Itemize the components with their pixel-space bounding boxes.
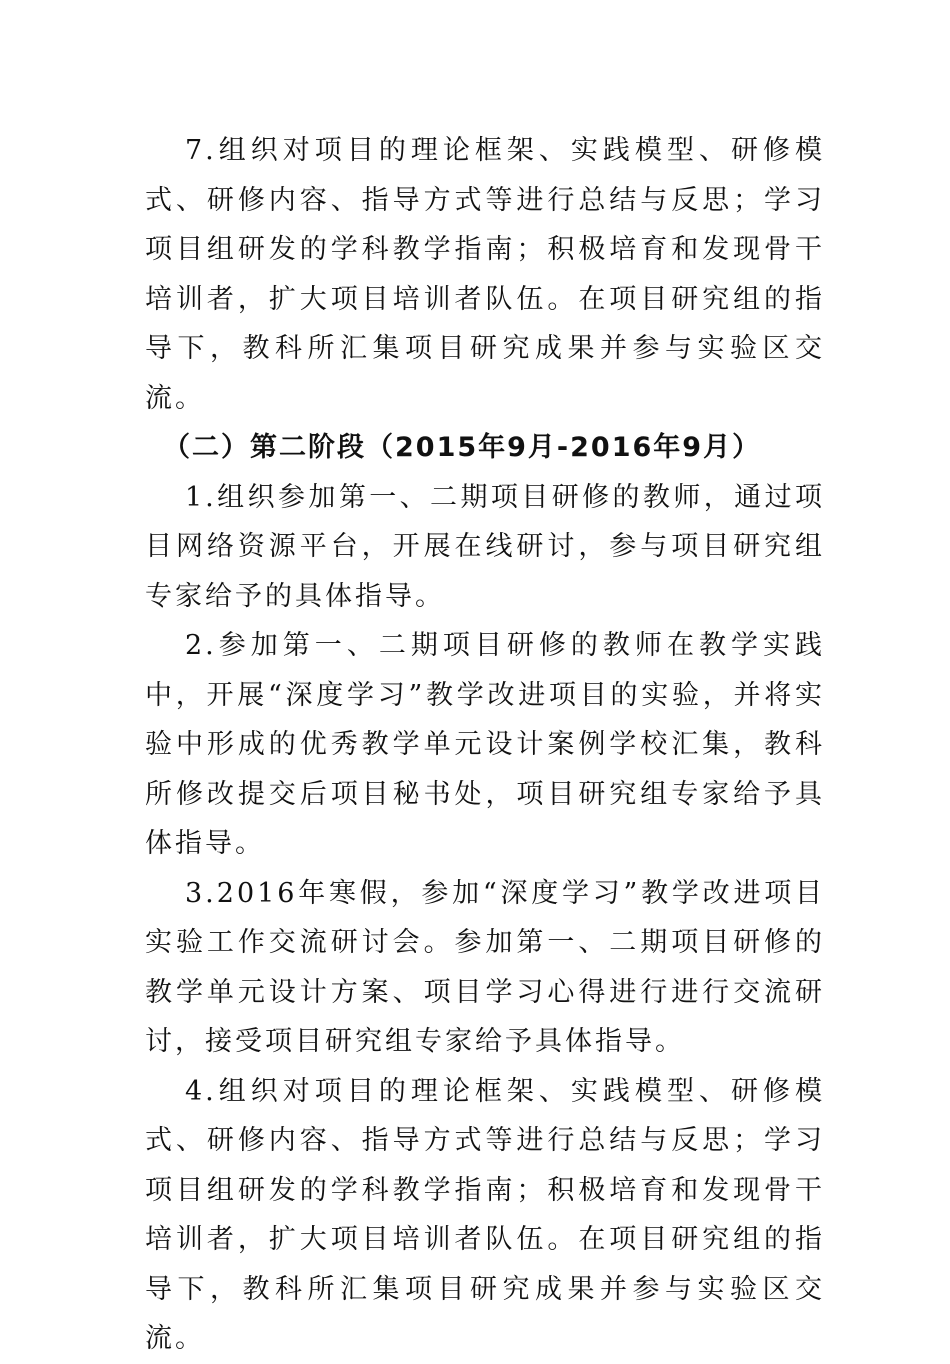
paragraph-stage2-item-3: 3.2016年寒假，参加“深度学习”教学改进项目实验工作交流研讨会。参加第一、二期项目研修的教学单元设计方案、项目学习心得进行进行交流研讨，接受项目研究组专家给予具体指导。 bbox=[145, 877, 825, 1057]
document-body bbox=[145, 126, 825, 1364]
paragraph-item-7: 7.组织对项目的理论框架、实践模型、研修模式、研修内容、指导方式等进行总结与反思；学习项目组研发的学科教学指南；积极培育和发现骨干培训者，扩大项目培训者队伍。在项目研究组的指导下，教科所汇集项目研究成果并参与实验区交流。 bbox=[145, 135, 825, 414]
paragraph-stage2-item-1: 1.组织参加第一、二期项目研修的教师，通过项目网络资源平台，开展在线研讨，参与项目研究组专家给予的具体指导。 bbox=[145, 481, 825, 612]
paragraph-stage2-item-4: 4.组织对项目的理论框架、实践模型、研修模式、研修内容、指导方式等进行总结与反思；学习项目组研发的学科教学指南；积极培育和发现骨干培训者，扩大项目培训者队伍。在项目研究组的指导下，教科所汇集项目研究成果并参与实验区交流。 bbox=[145, 1075, 825, 1354]
paragraph-stage2-item-2: 2.参加第一、二期项目研修的教师在教学实践中，开展“深度学习”教学改进项目的实验，并将实验中形成的优秀教学单元设计案例学校汇集，教科所修改提交后项目秘书处，项目研究组专家给予具体指导。 bbox=[145, 630, 825, 859]
section-heading-stage-2: （二）第二阶段（2015年9月-2016年9月） bbox=[163, 432, 762, 463]
